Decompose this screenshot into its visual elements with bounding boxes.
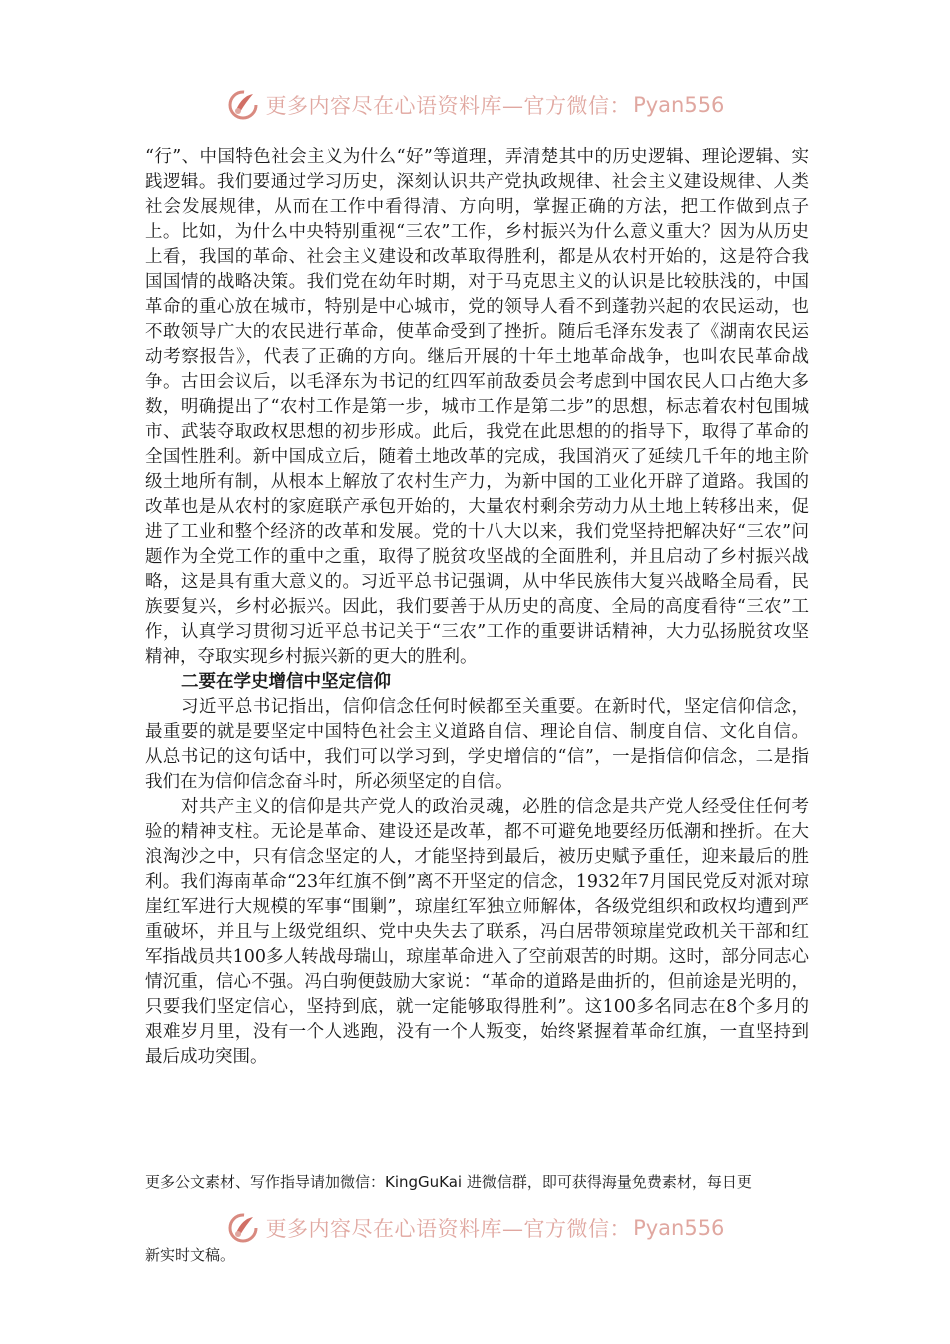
document-body	[145, 145, 809, 1070]
paragraph-communist-faith: 对共产主义的信仰是共产党人的政治灵魂，必胜的信念是共产党人经受住任何考验的精神支柱。无论是革命、建设还是改革，都不可避免地要经历低潮和挫折。在大浪淘沙之中，只有信念坚定的人，才能坚持到最后，被历史赋予重任，迎来最后的胜利。我们海南革命“23年红旗不倒”离不开坚定的信念，1932年7月国民党反对派对琼崖红军进行大规模的军事“围剿”，琼崖红军独立师解体，各级党组织和政权均遭到严重破坏，并且与上级党组织、党中央失去了联系，冯白居带领琼崖党政机关干部和红军指战员共100多人转战母瑞山，琼崖革命进入了空前艰苦的时期。这时，部分同志心情沉重，信心不强。冯白驹便鼓励大家说：“革命的道路是曲折的，但前途是光明的，只要我们坚定信心，坚持到底，就一定能够取得胜利”。这100多名同志在8个多月的艰难岁月里，没有一个人逃跑，没有一个人叛变，始终紧握着革命红旗，一直坚持到最后成功突围。	[145, 797, 809, 1067]
header-watermark	[0, 82, 950, 128]
brush-circle-logo-icon	[226, 88, 260, 122]
watermark-text: 更多内容尽在心语资料库—官方微信：	[265, 1217, 632, 1241]
footer-promo-note: 更多公文素材、写作指导请加微信：KingGuKai 进微信群，即可获得海量免费素材，每日更	[145, 1173, 752, 1191]
paragraph-faith-belief: 习近平总书记指出，信仰信念任何时候都至关重要。在新时代，坚定信仰信念，最重要的就是要坚定中国特色社会主义道路自信、理论自信、制度自信、文化自信。从总书记的这句话中，我们可以学习到，学史增信的“信”，一是指信仰信念，二是指我们在为信仰信念奋斗时，所必须坚定的自信。	[145, 697, 809, 792]
footer-promo-tail: 新实时文稿。	[145, 1246, 236, 1264]
paragraph-history-logic: “行”、中国特色社会主义为什么“好”等道理，弄清楚其中的历史逻辑、理论逻辑、实践逻辑。我们要通过学习历史，深刻认识共产党执政规律、社会主义建设规律、人类社会发展规律，从而在工作中看得清、方向明，掌握正确的方法，把工作做到点子上。比如，为什么中央特别重视“三农”工作，乡村振兴为什么意义重大？因为从历史上看，我国的革命、社会主义建设和改革取得胜利，都是从农村开始的，这是符合我国国情的战略决策。我们党在幼年时期，对于马克思主义的认识是比较肤浅的，中国革命的重心放在城市，特别是中心城市，党的领导人看不到蓬勃兴起的农民运动，也不敢领导广大的农民进行革命，使革命受到了挫折。随后毛泽东发表了《湖南农民运动考察报告》，代表了正确的方向。继后开展的十年土地革命战争，也叫农民革命战争。古田会议后，以毛泽东为书记的红四军前敌委员会考虑到中国农民人口占绝大多数，明确提出了“农村工作是第一步，城市工作是第二步”的思想，标志着农村包围城市、武装夺取政权思想的初步形成。此后，我党在此思想的的指导下，取得了革命的全国性胜利。新中国成立后，随着土地改革的完成，我国消灭了延续几千年的地主阶级土地所有制，从根本上解放了农村生产力，为新中国的工业化开辟了道路。我国的改革也是从农村的家庭联产承包开始的，大量农村剩余劳动力从土地上转移出来，促进了工业和整个经济的改革和发展。党的十八大以来，我们党坚持把解决好“三农”问题作为全党工作的重中之重，取得了脱贫攻坚战的全面胜利，并且启动了乡村振兴战略，这是具有重大意义的。习近平总书记强调，从中华民族伟大复兴战略全局看，民族要复兴，乡村必振兴。因此，我们要善于从历史的高度、全局的高度看待“三农”工作，认真学习贯彻习近平总书记关于“三农”工作的重要讲话精神，大力弘扬脱贫攻坚精神，夺取实现乡村振兴新的更大的胜利。	[145, 147, 809, 667]
section-heading-faith: 二要在学史增信中坚定信仰	[181, 672, 391, 692]
watermark-text: 更多内容尽在心语资料库—官方微信：	[265, 94, 632, 118]
footer-watermark	[0, 1205, 950, 1251]
watermark-wechat-id: Pyan556	[633, 93, 725, 117]
watermark-wechat-id: Pyan556	[633, 1216, 725, 1240]
brush-circle-logo-icon	[226, 1211, 260, 1245]
